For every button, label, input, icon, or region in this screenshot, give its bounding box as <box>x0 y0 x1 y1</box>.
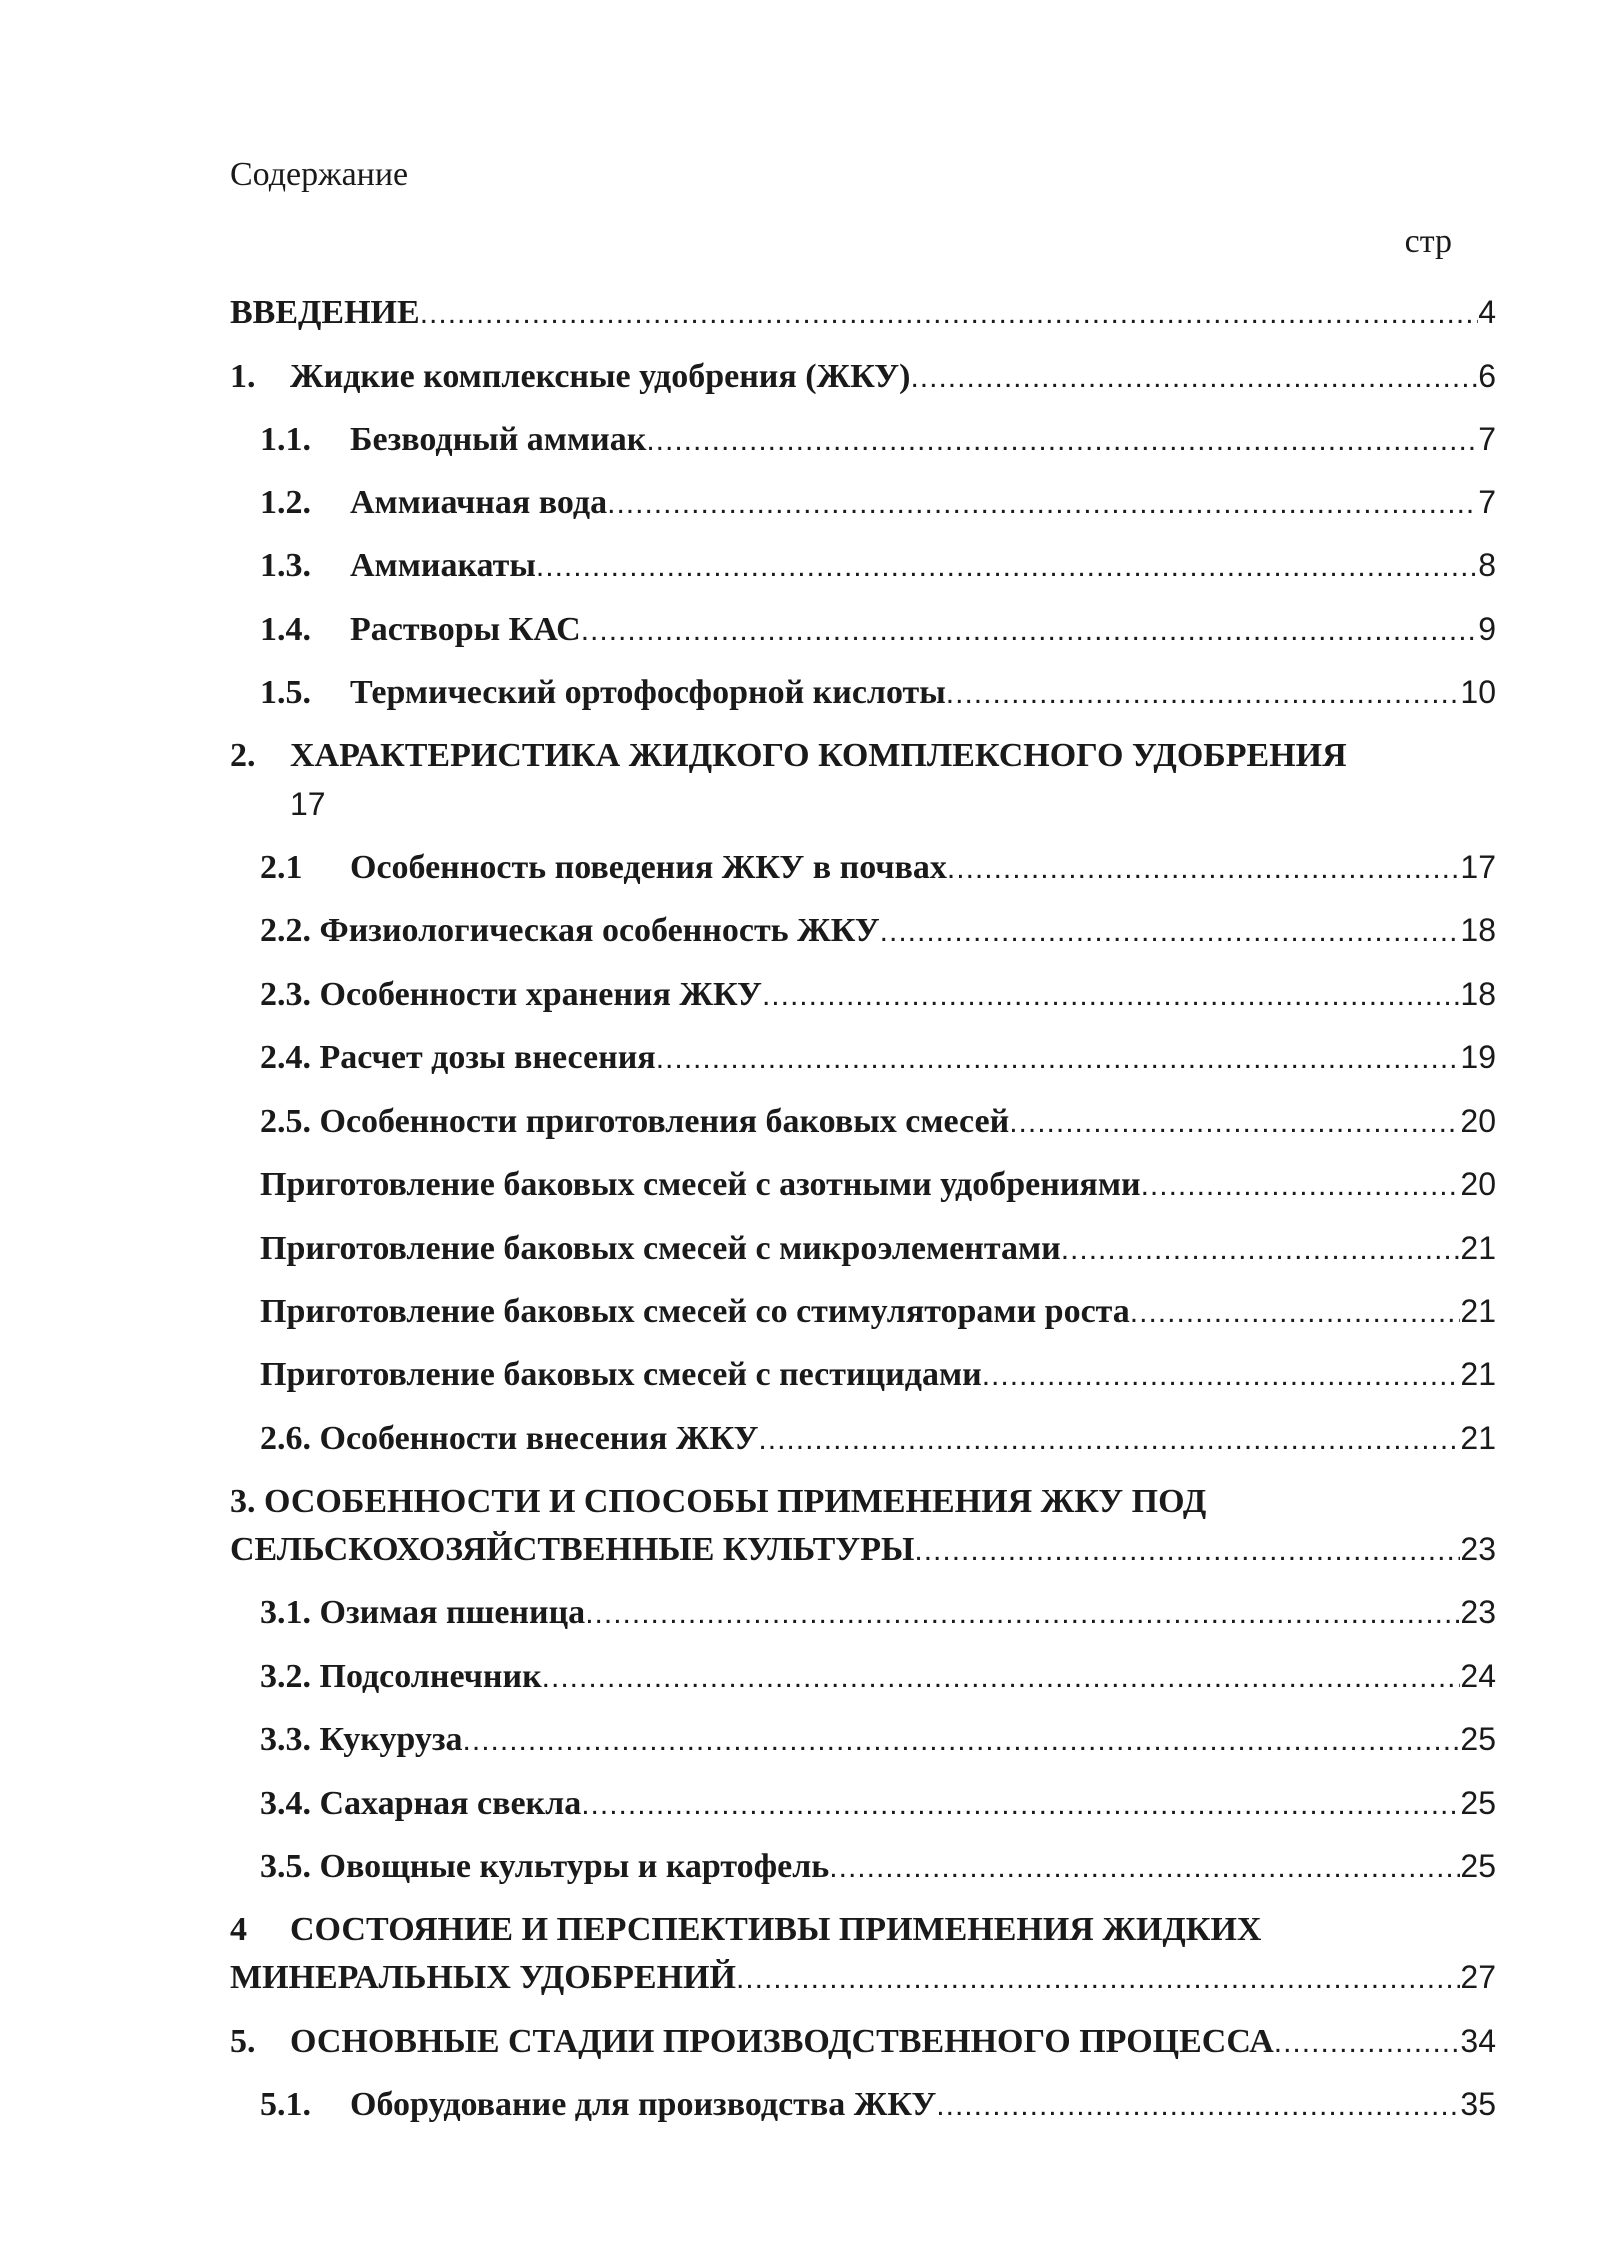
toc-entry-page: 35 <box>1460 2086 1496 2122</box>
toc-entry-title: 2.4. Расчет дозы внесения <box>260 1039 656 1076</box>
toc-entry[interactable] <box>260 415 1496 463</box>
toc-entry-title: Приготовление баковых смесей с пестицидами <box>260 1356 982 1393</box>
toc-entry-title: ХАРАКТЕРИСТИКА ЖИДКОГО КОМПЛЕКСНОГО УДОБРЕНИЯ <box>290 737 1347 774</box>
toc-entry-page: 25 <box>1460 1785 1496 1821</box>
toc-entry-line1[interactable] <box>230 1478 1496 1526</box>
toc-entry-page: 17 <box>1460 849 1496 885</box>
toc-leader-dots <box>829 1844 1460 1892</box>
toc-entry-title: Безводный аммиак <box>350 421 647 458</box>
toc-entry[interactable] <box>260 1033 1496 1081</box>
toc-leader-dots <box>1274 2019 1461 2067</box>
toc-entry[interactable] <box>260 541 1496 589</box>
toc-leader-dots <box>1009 1099 1460 1147</box>
toc-leader-dots <box>607 480 1478 528</box>
toc-entry[interactable] <box>260 1160 1496 1208</box>
toc-leader-dots <box>946 670 1461 718</box>
toc-entry[interactable] <box>260 1224 1496 1272</box>
toc-entry[interactable] <box>260 1842 1496 1890</box>
toc-entry[interactable] <box>260 1097 1496 1145</box>
toc-entry-page: 23 <box>1460 1594 1496 1630</box>
toc-entry[interactable] <box>260 1414 1496 1462</box>
toc-entry-page: 8 <box>1478 547 1496 583</box>
toc-entry[interactable] <box>260 906 1496 954</box>
toc-entry-number: 2. <box>230 737 256 774</box>
toc-entry-number: 4 <box>230 1911 247 1948</box>
toc-entry[interactable] <box>260 1779 1496 1827</box>
toc-heading: Содержание <box>230 156 409 193</box>
toc-leader-dots <box>463 1717 1461 1765</box>
toc-entry-page: 4 <box>1478 294 1496 330</box>
toc-entry-title: 2.3. Особенности хранения ЖКУ <box>260 976 762 1013</box>
toc-entry[interactable] <box>260 970 1496 1018</box>
toc-leader-dots <box>758 1416 1460 1464</box>
toc-entry-title: Оборудование для производства ЖКУ <box>350 2086 937 2123</box>
toc-entry[interactable] <box>260 478 1496 526</box>
toc-entry-title: МИНЕРАЛЬНЫХ УДОБРЕНИЙ <box>230 1959 736 1996</box>
toc-leader-dots <box>736 1955 1460 2003</box>
toc-entry[interactable] <box>230 1525 1496 1573</box>
toc-entry-number: 1.1. <box>260 421 311 458</box>
toc-leader-dots <box>536 543 1478 591</box>
toc-entry-page: 21 <box>1460 1420 1496 1456</box>
toc-entry-title: Термический ортофосфорной кислоты <box>350 674 946 711</box>
toc-entry[interactable] <box>230 288 1496 336</box>
toc-entry-page: 23 <box>1460 1531 1496 1567</box>
toc-entry-title: СЕЛЬСКОХОЗЯЙСТВЕННЫЕ КУЛЬТУРЫ <box>230 1531 915 1568</box>
toc-entry-line1[interactable] <box>230 1906 1496 1954</box>
toc-entry-page: 17 <box>290 786 326 822</box>
toc-entry-title: Аммиакаты <box>350 547 536 584</box>
toc-entry[interactable] <box>260 1652 1496 1700</box>
toc-entry-number: 2.1 <box>260 849 303 886</box>
toc-leader-dots <box>581 1781 1460 1829</box>
toc-entry-title: Особенность поведения ЖКУ в почвах <box>350 849 947 886</box>
toc-entry-title: 3.5. Овощные культуры и картофель <box>260 1848 830 1885</box>
toc-entry[interactable] <box>260 843 1496 891</box>
toc-entry[interactable] <box>260 668 1496 716</box>
toc-entry-title: ОСНОВНЫЕ СТАДИИ ПРОИЗВОДСТВЕННОГО ПРОЦЕССА <box>290 2023 1274 2060</box>
toc-leader-dots <box>656 1035 1461 1083</box>
toc-entry-title: 2.6. Особенности внесения ЖКУ <box>260 1420 759 1457</box>
toc-leader-dots <box>581 607 1478 655</box>
toc-entry-page: 19 <box>1460 1039 1496 1075</box>
toc-leader-dots <box>585 1590 1460 1638</box>
toc-entry[interactable] <box>230 352 1496 400</box>
toc-leader-dots <box>982 1352 1461 1400</box>
toc-entry-title: Жидкие комплексные удобрения (ЖКУ) <box>290 358 911 395</box>
toc-leader-dots <box>1141 1162 1461 1210</box>
toc-leader-dots <box>947 845 1461 893</box>
toc-entry-number: 1.2. <box>260 484 311 521</box>
toc-entry-title: 3.1. Озимая пшеница <box>260 1594 586 1631</box>
toc-entry-page: 7 <box>1478 421 1496 457</box>
toc-entry[interactable] <box>260 1588 1496 1636</box>
toc-entry-number: 1. <box>230 358 256 395</box>
toc-entry-title: 3.2. Подсолнечник <box>260 1658 542 1695</box>
toc-leader-dots <box>1061 1226 1461 1274</box>
toc-leader-dots <box>1130 1289 1461 1337</box>
toc-entry-number: 1.5. <box>260 674 311 711</box>
toc-leader-dots <box>646 417 1478 465</box>
toc-entry-title: 2.5. Особенности приготовления баковых смесей <box>260 1103 1010 1140</box>
toc-entry-title: СОСТОЯНИЕ И ПЕРСПЕКТИВЫ ПРИМЕНЕНИЯ ЖИДКИХ <box>290 1911 1262 1948</box>
toc-leader-dots <box>762 972 1460 1020</box>
toc-leader-dots <box>420 290 1479 338</box>
toc-entry-title: Приготовление баковых смесей с микроэлементами <box>260 1230 1061 1267</box>
toc-entry-page: 6 <box>1478 358 1496 394</box>
toc-entry-number: 1.4. <box>260 611 311 648</box>
toc-entry-page: 25 <box>1460 1721 1496 1757</box>
toc-entry-page: 21 <box>1460 1230 1496 1266</box>
toc-entry-page: 18 <box>1460 976 1496 1012</box>
toc-leader-dots <box>914 1527 1460 1575</box>
toc-leader-dots <box>936 2082 1460 2130</box>
toc-entry-title: 2.2. Физиологическая особенность ЖКУ <box>260 912 880 949</box>
toc-entry-page: 18 <box>1460 912 1496 948</box>
toc-entry-title: Растворы КАС <box>350 611 581 648</box>
toc-entry[interactable] <box>230 2017 1496 2065</box>
toc-entry-page: 21 <box>1460 1356 1496 1392</box>
page-column-label: стр <box>1404 223 1452 260</box>
toc-entry-title: 3.4. Сахарная свекла <box>260 1785 582 1822</box>
toc-entry[interactable] <box>260 1715 1496 1763</box>
toc-entry-title: ВВЕДЕНИЕ <box>230 294 420 331</box>
toc-entry-title: 3. ОСОБЕННОСТИ И СПОСОБЫ ПРИМЕНЕНИЯ ЖКУ ПОД <box>230 1483 1207 1520</box>
toc-entry-page: 27 <box>1460 1959 1496 1995</box>
toc-entry-page: 20 <box>1460 1103 1496 1139</box>
toc-entry-page: 21 <box>1460 1293 1496 1329</box>
toc-entry[interactable] <box>260 605 1496 653</box>
toc-entry-page: 24 <box>1460 1658 1496 1694</box>
toc-entry[interactable] <box>260 1287 1496 1335</box>
toc-entry-title: Аммиачная вода <box>350 484 608 521</box>
toc-entry-number: 1.3. <box>260 547 311 584</box>
toc-entry-title: Приготовление баковых смесей со стимуляторами роста <box>260 1293 1130 1330</box>
toc-entry[interactable] <box>260 2080 1496 2128</box>
toc-entry-page: 20 <box>1460 1166 1496 1202</box>
toc-entry-page: 9 <box>1478 611 1496 647</box>
toc-leader-dots <box>542 1654 1461 1702</box>
toc-leader-dots <box>910 354 1478 402</box>
toc-entry-title: 3.3. Кукуруза <box>260 1721 463 1758</box>
toc-entry[interactable] <box>230 1953 1496 2001</box>
toc-entry[interactable] <box>260 1350 1496 1398</box>
toc-leader-dots <box>880 908 1461 956</box>
toc-entry-page: 34 <box>1460 2023 1496 2059</box>
toc-entry-page: 10 <box>1460 674 1496 710</box>
toc-entry[interactable] <box>230 732 1496 780</box>
toc-entry-title: Приготовление баковых смесей с азотными удобрениями <box>260 1166 1141 1203</box>
toc-entry-page: 25 <box>1460 1848 1496 1884</box>
toc-entry-number: 5.1. <box>260 2086 311 2123</box>
toc-entry-page: 7 <box>1478 484 1496 520</box>
toc-entry-number: 5. <box>230 2023 256 2060</box>
